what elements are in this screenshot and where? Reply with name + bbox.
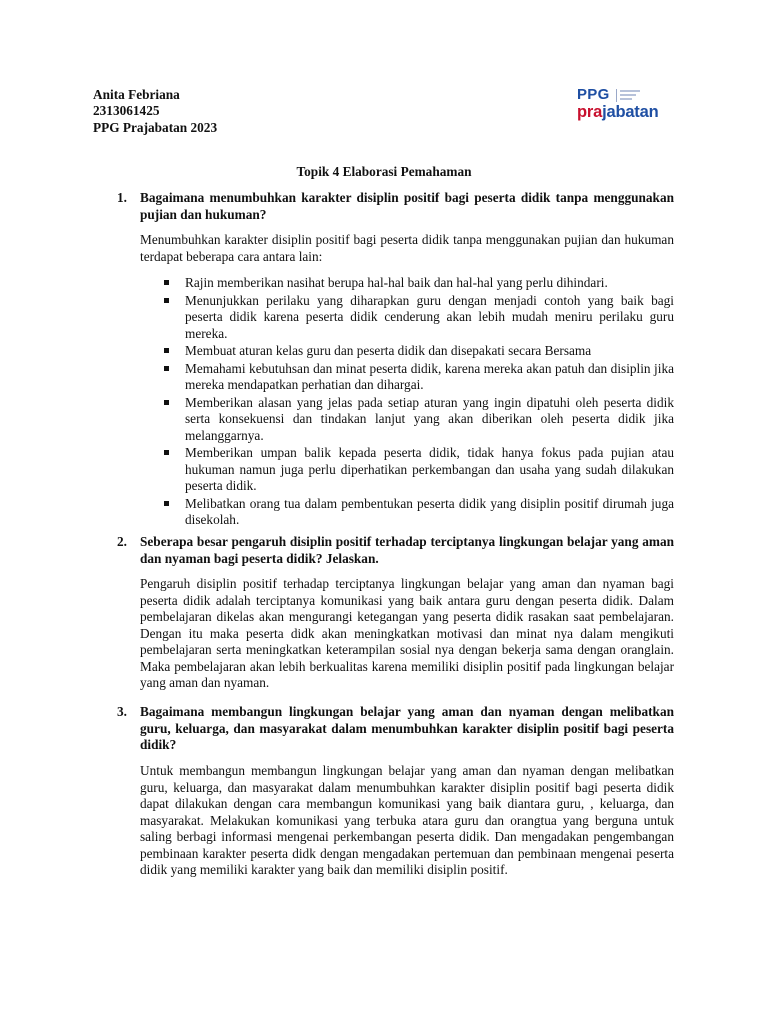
question-2-text: Seberapa besar pengaruh disiplin positif terhadap terciptanya lingkungan belajar yang aman dan nyaman bagi peserta didik? Jelaskan. — [140, 534, 674, 566]
logo-wordmark — [577, 103, 658, 122]
logo-word-part2: jabatan — [602, 103, 659, 121]
author-name: Anita Febriana — [93, 87, 180, 102]
question-2-number: 2. — [117, 534, 127, 549]
logo-word-part1: pra — [577, 103, 603, 121]
question-1-number: 1. — [117, 190, 127, 205]
bullet-item: Melibatkan orang tua dalam pembentukan peserta didik yang disiplin positif dirumah juga disekolah. — [140, 496, 674, 529]
bullet-item: Membuat aturan kelas guru dan peserta didik dan disepakati secara Bersama — [140, 343, 674, 360]
ppg-prajabatan-logo — [576, 85, 676, 123]
student-id: 2313061425 — [93, 103, 160, 119]
bullet-item: Rajin memberikan nasihat berupa hal-hal baik dan hal-hal yang perlu dihindari. — [140, 275, 674, 292]
program-name: PPG Prajabatan 2023 — [93, 119, 218, 135]
bullet-item: Memahami kebutuhsan dan minat peserta didik, karena mereka akan patuh dan disiplin jika mereka mendapatkan perhatian dan dihargai. — [140, 361, 674, 394]
question-1-intro: Menumbuhkan karakter disiplin positif bagi peserta didik tanpa menggunakan pujian dan hukuman terdapat beberapa cara antara lain: — [140, 232, 674, 264]
question-1-text: Bagaimana menumbuhkan karakter disiplin positif bagi peserta didik tanpa menggunakan pujian dan hukuman? — [140, 190, 674, 222]
bullet-item: Menunjukkan perilaku yang diharapkan guru dengan menjadi contoh yang baik bagi peserta didik karena peserta didik cenderung akan lebih mudah meniru perilaku guru mereka. — [140, 293, 674, 343]
bullet-item: Memberikan umpan balik kepada peserta didik, tidak hanya fokus pada pujian atau hukuman namun juga perlu diperhatikan perkembangan dan usaha yang sudah dilakukan peserta didik. — [140, 445, 674, 495]
question-3-answer: Untuk membangun membangun lingkungan belajar yang aman dan nyaman dengan melibatkan guru, keluarga, dan masyarakat dalam menumbuhkan karakter disiplin positif bagi peserta didik dapat dilakukan dengan cara membangun komunikasi yang baik diantara guru, , keluarga, dan masyarakat. Melakukan komunikasi yang terbuka atara guru dan orangtua yang berguna untuk saling berbagi informasi mengenai perkembangan peserta didik. Dan mengadakan pengembangan pembinaan karakter peserta didk dengan mengadakan pertemuan dan pembinaan mengenai peserta didik yang memiliki karakter yang baik dan memiliki disiplin positif. — [140, 763, 674, 877]
question-1-bullet-list — [140, 275, 674, 530]
logo-tagline-line — [620, 90, 640, 92]
logo-divider — [616, 89, 617, 102]
author-block — [93, 87, 217, 136]
question-3-text: Bagaimana membangun lingkungan belajar yang aman dan nyaman dengan melibatkan guru, keluarga, dan masyarakat dalam menumbuhkan karakter disiplin positif bagi peserta didik? — [140, 704, 674, 752]
document-title: Topik 4 Elaborasi Pemahaman — [296, 164, 472, 179]
bullet-item: Memberikan alasan yang jelas pada setiap aturan yang ingin dipatuhi oleh peserta didik serta konsekuensi dan tindakan lanjut yang akan diberikan oleh peserta didik jika melanggarnya. — [140, 395, 674, 445]
question-3-number: 3. — [117, 704, 127, 719]
logo-ppg-text: PPG — [577, 86, 610, 103]
logo-tagline-line — [620, 94, 636, 96]
question-2-answer: Pengaruh disiplin positif terhadap terciptanya lingkungan belajar yang aman dan nyaman bagi peserta didik adalah terciptanya komunikasi yang baik antara guru dengan peserta didik. Dalam pembelajaran dikelas akan mengurangi ketegangan yang peserta didik rasakan saat pembelajaran. Dengan itu maka peserta didk akan meningkatkan motivasi dan minat nya dalam mengikuti pembelajaran serta meningkatkan keterampilan sosial nya dengan bekerja sama dengan oranglain. Maka pembelajaran akan lebih berkualitas karena memiliki disiplin positif pada lingkungan belajar yang aman dan nyaman. — [140, 576, 674, 690]
logo-tagline-line — [620, 98, 632, 100]
